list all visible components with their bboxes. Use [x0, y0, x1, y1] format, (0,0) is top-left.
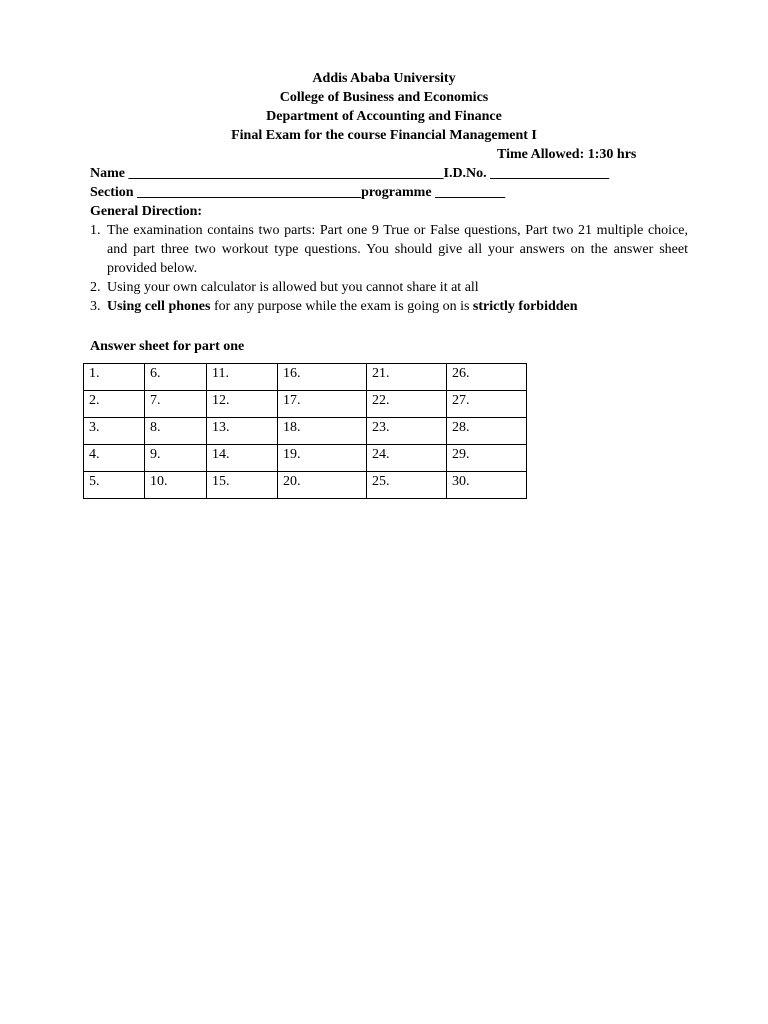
answer-sheet-table — [83, 363, 527, 499]
answer-cell[interactable]: 25. — [367, 472, 447, 499]
id-label: I.D.No. — [443, 166, 487, 181]
name-field[interactable]: _____________________________________________ — [128, 166, 444, 181]
direction-item — [90, 278, 688, 297]
answer-cell[interactable]: 22. — [367, 391, 447, 418]
department-name: Department of Accounting and Finance — [266, 109, 502, 124]
programme-field[interactable]: __________ — [435, 185, 506, 200]
answer-cell[interactable]: 5. — [84, 472, 145, 499]
section-field[interactable]: ________________________________ — [137, 185, 362, 200]
answer-cell[interactable]: 13. — [207, 418, 278, 445]
answer-cell[interactable]: 15. — [207, 472, 278, 499]
direction-number: 1. — [90, 223, 101, 238]
college-name: College of Business and Economics — [279, 90, 489, 105]
section-label: Section — [90, 185, 134, 200]
answer-cell[interactable]: 8. — [145, 418, 207, 445]
direction-text: The examination contains two parts: Part one 9 True or False questions, Part two 21 multiple choice, and part three two workout type questions. You should give all your answers on the answer sheet provided below. — [107, 223, 688, 276]
answer-cell[interactable]: 20. — [278, 472, 367, 499]
answer-cell[interactable]: 26. — [447, 364, 527, 391]
answer-cell[interactable]: 19. — [278, 445, 367, 472]
answer-cell[interactable]: 10. — [145, 472, 207, 499]
answer-cell[interactable]: 9. — [145, 445, 207, 472]
direction-text: Using your own calculator is allowed but you cannot share it at all — [107, 280, 479, 295]
programme-label: programme — [361, 185, 432, 200]
exam-title: Final Exam for the course Financial Management I — [231, 128, 537, 143]
direction-number: 3. — [90, 299, 101, 314]
direction-item — [90, 297, 688, 316]
direction-item — [90, 221, 688, 278]
table-row — [84, 472, 527, 499]
answer-cell[interactable]: 6. — [145, 364, 207, 391]
answer-cell[interactable]: 2. — [84, 391, 145, 418]
table-row — [84, 364, 527, 391]
answer-cell[interactable]: 12. — [207, 391, 278, 418]
answer-cell[interactable]: 28. — [447, 418, 527, 445]
answer-cell[interactable]: 21. — [367, 364, 447, 391]
answer-cell[interactable]: 14. — [207, 445, 278, 472]
answer-cell[interactable]: 1. — [84, 364, 145, 391]
answer-cell[interactable]: 30. — [447, 472, 527, 499]
answer-cell[interactable]: 29. — [447, 445, 527, 472]
answer-cell[interactable]: 3. — [84, 418, 145, 445]
direction-text: for any purpose while the exam is going on is — [210, 299, 473, 314]
answer-cell[interactable]: 24. — [367, 445, 447, 472]
answer-cell[interactable]: 18. — [278, 418, 367, 445]
direction-bold-text: Using cell phones — [107, 299, 211, 314]
id-field[interactable]: _________________ — [490, 166, 610, 181]
name-id-line — [90, 164, 609, 183]
time-allowed: Time Allowed: 1:30 hrs — [497, 147, 637, 162]
section-programme-line — [90, 183, 505, 202]
answer-cell[interactable]: 16. — [278, 364, 367, 391]
table-row — [84, 418, 527, 445]
direction-bold-text: strictly forbidden — [472, 299, 578, 314]
general-direction-title: General Direction: — [90, 204, 203, 219]
name-label: Name — [90, 166, 125, 181]
university-name: Addis Ababa University — [312, 71, 456, 86]
table-row — [84, 391, 527, 418]
direction-number: 2. — [90, 280, 101, 295]
answer-sheet-title: Answer sheet for part one — [90, 339, 245, 354]
table-row — [84, 445, 527, 472]
answer-cell[interactable]: 4. — [84, 445, 145, 472]
exam-header — [0, 69, 768, 145]
answer-cell[interactable]: 23. — [367, 418, 447, 445]
answer-cell[interactable]: 11. — [207, 364, 278, 391]
answer-cell[interactable]: 7. — [145, 391, 207, 418]
answer-cell[interactable]: 27. — [447, 391, 527, 418]
directions-list — [90, 221, 688, 316]
answer-cell[interactable]: 17. — [278, 391, 367, 418]
